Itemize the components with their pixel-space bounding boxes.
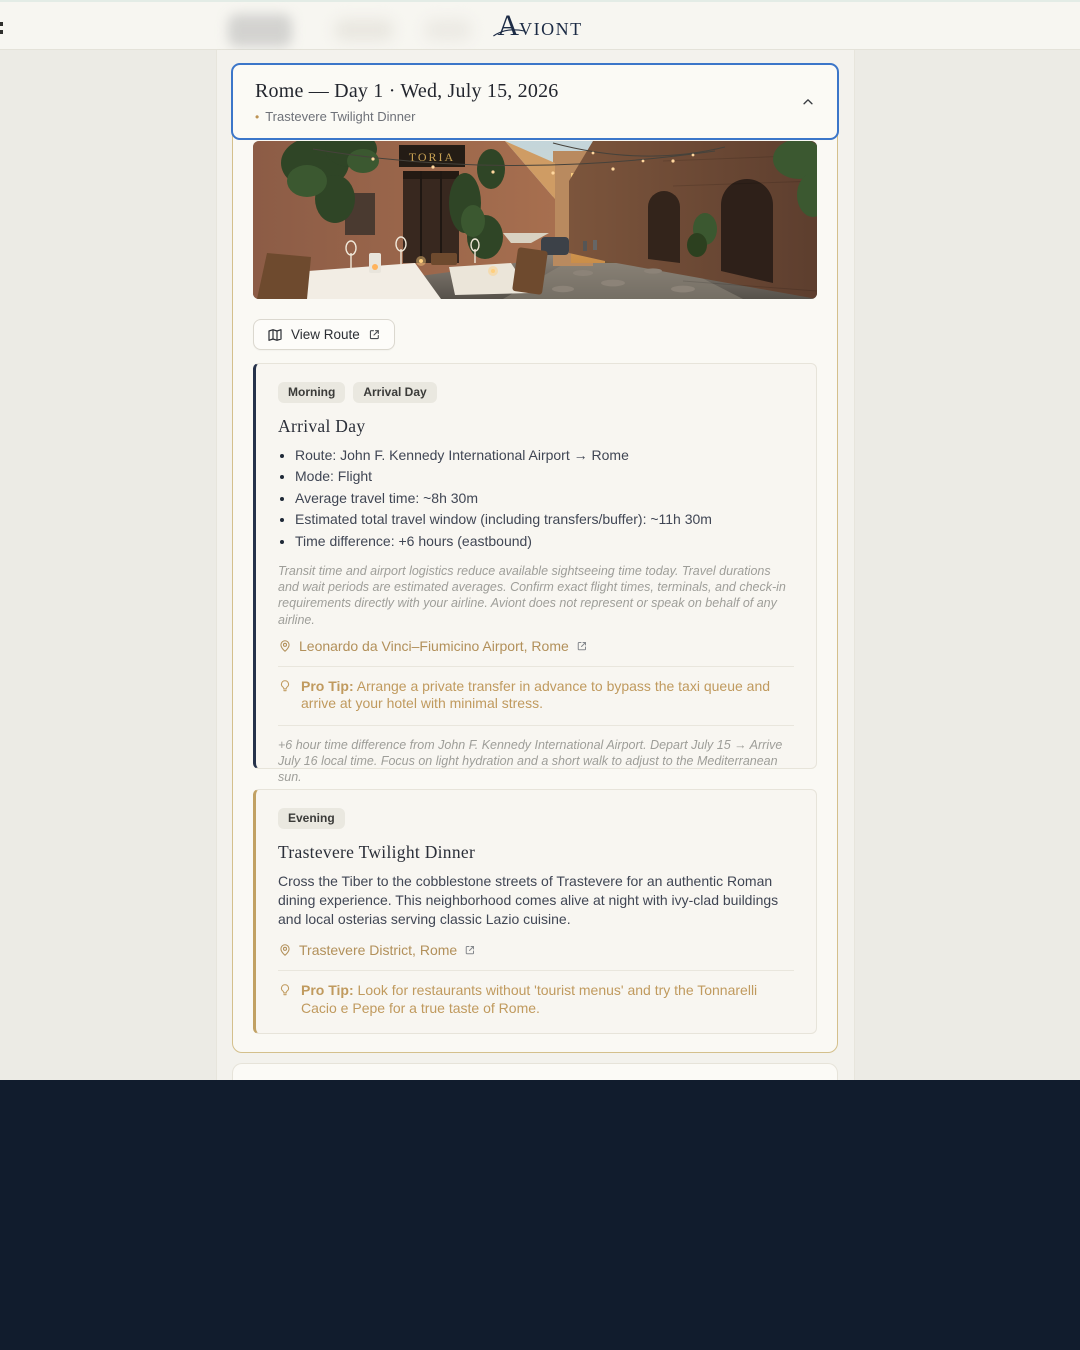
external-link-icon <box>464 944 476 956</box>
top-bar <box>0 0 1080 50</box>
segment-heading: Trastevere Twilight Dinner <box>278 842 476 862</box>
segment-heading: Arrival Day <box>278 416 366 436</box>
segment-type-badge: Arrival Day <box>353 382 436 403</box>
time-of-day-badge: Morning <box>278 382 345 403</box>
timezone-note: +6 hour time difference from John F. Kennedy International Airport. Depart July 15 → Arrive July 16 local time. Focus on light hydration and a short walk to adjust to the Mediterranean sun. <box>278 737 783 785</box>
map-pin-icon <box>278 639 292 653</box>
aviont-logo <box>497 11 582 41</box>
pro-tip <box>278 982 794 1017</box>
blurred-nav-item <box>335 19 393 41</box>
lightbulb-icon <box>278 679 292 713</box>
badge-row <box>278 808 794 829</box>
external-link-icon <box>368 328 381 341</box>
pro-tip <box>278 678 794 713</box>
divider <box>278 666 794 667</box>
blurred-nav-button[interactable] <box>228 14 292 47</box>
pro-tip-text: Pro Tip: Arrange a private transfer in advance to bypass the taxi queue and arrive at your hotel with minimal stress. <box>301 677 771 712</box>
edge-menu-icon[interactable] <box>0 22 3 38</box>
day-title: Rome — Day 1 · Wed, July 15, 2026 <box>255 80 559 102</box>
time-of-day-badge: Evening <box>278 808 345 829</box>
day-summary-toggle[interactable] <box>231 63 839 140</box>
travel-disclaimer: Transit time and airport logistics reduce available sightseeing time today. Travel durations and wait periods are estimated averages. Confirm exact flight times, terminals, and check-in requirements directly with your airline. Aviont does not represent or speak on behalf of any airline. <box>278 564 786 627</box>
day-card <box>232 64 838 1053</box>
blurred-nav-item <box>425 19 471 41</box>
location-label: Trastevere District, Rome <box>299 942 458 958</box>
location-link[interactable] <box>278 942 794 958</box>
logo-swoosh-icon <box>492 26 526 38</box>
divider <box>278 970 794 971</box>
segment-description: Cross the Tiber to the cobblestone streets of Trastevere for an authentic Roman dining experience. This neighborhood comes alive at night with ivy-clad buildings and local osterias serving classic Lazio cuisine. <box>278 873 779 927</box>
evening-segment-card <box>253 789 817 1034</box>
morning-segment-card <box>253 363 817 785</box>
view-route-label: View Route <box>291 327 360 342</box>
logo-initial: A <box>497 11 519 41</box>
map-icon <box>267 327 283 343</box>
travel-details-list <box>278 445 794 552</box>
subtitle-bullet: • <box>255 110 260 124</box>
svg-text:TORIA: TORIA <box>408 150 456 164</box>
itinerary-photo <box>253 141 817 299</box>
list-item: • Time difference: +6 hours (eastbound) <box>295 531 794 552</box>
logo-text: VIONT <box>519 19 583 39</box>
list-item: • Estimated total travel window (including transfers/buffer): ~11h 30m <box>295 509 794 530</box>
pro-tip-text: Pro Tip: Look for restaurants without 'tourist menus' and try the Tonnarelli Cacio e Pepe for a true taste of Rome. <box>301 982 758 1016</box>
external-link-icon <box>576 640 588 652</box>
map-pin-icon <box>278 943 292 957</box>
list-item: • Mode: Flight <box>295 466 794 487</box>
list-item: • Route: John F. Kennedy International Airport → Rome <box>295 445 794 466</box>
location-label: Leonardo da Vinci–Fiumicino Airport, Rome <box>299 637 569 654</box>
lightbulb-icon <box>278 983 292 1017</box>
location-link[interactable] <box>278 638 794 654</box>
chevron-up-icon[interactable] <box>801 95 815 109</box>
divider <box>278 725 794 726</box>
list-item: • Average travel time: ~8h 30m <box>295 488 794 509</box>
day-subtitle: • Trastevere Twilight Dinner <box>255 109 416 124</box>
view-route-button[interactable] <box>253 319 395 350</box>
badge-row <box>278 382 794 403</box>
page-footer <box>0 1080 1080 1350</box>
